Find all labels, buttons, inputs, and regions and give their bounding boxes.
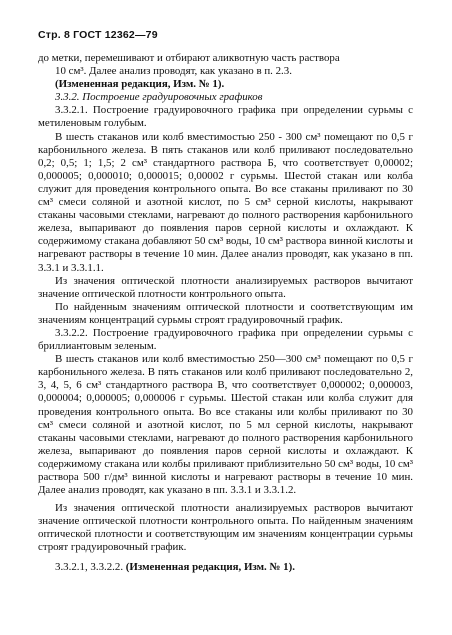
paragraph-text: 3.3.2. Построение градуировочных графиков (55, 91, 263, 104)
paragraph (38, 91, 413, 104)
paragraph (38, 52, 413, 65)
paragraph (38, 78, 413, 91)
paragraph-text: Из значения оптической плотности анализируемых растворов вычитают значение оптической плотности контрольного опыта. (38, 274, 413, 300)
paragraph-text: (Измененная редакция, Изм. № 1). (55, 78, 225, 91)
paragraph-text: В шесть стаканов или колб вместимостью 250—300 см³ помещают по 0,5 г карбонильного железа. В пять стаканов или колб приливают последовательно 2, 3, 4, 5, 6 см³ стандартного раствора В, что соответствует 0,000002; 0,000003, 0,000004; 0,000005; 0,000006 г сурьмы. Шестой стакан или колба служит для проведения контрольного опыта. Во все стаканы или колбы приливают по 30 см³ смеси соляной и азотной кислот, по 5 мл серной кислоты, накрывают стаканы часовыми стеклами, нагревают до полного растворения карбонильного железа, выпаривают до появления паров серной кислоты и охлаждают. К содержимому стакана или колбы приливают приблизительно 50 см³ воды, 10 см³ раствора 500 г/дм³ винной кислоты и нагревают растворы в течение 10 мин. Далее анализ проводят, как указано в пп. 3.3.1 и 3.3.1.2. (38, 353, 413, 497)
paragraph (38, 104, 413, 130)
paragraph (38, 301, 413, 327)
paragraph (38, 502, 413, 554)
paragraph (38, 65, 413, 78)
amendment-note: (Измененная редакция, Изм. № 1). (125, 560, 295, 573)
paragraph (38, 327, 413, 353)
paragraph (38, 353, 413, 497)
page-header: Стр. 8 ГОСТ 12362—79 (38, 29, 158, 41)
paragraph-text: 3.3.2.1. Построение градуировочного графика при определении сурьмы с метиленовым голубым. (38, 104, 413, 130)
paragraph (38, 275, 413, 301)
paragraph-text: Из значения оптической плотности анализируемых растворов вычитают значение оптической плотности контрольного опыта. По найденным значениям оптической плотности и соответствующим им значениям концентрации сурьмы строят градуировочный график. (38, 502, 413, 554)
paragraph-text: 3.3.2.2. Построение градуировочного графика при определении сурьмы с бриллиантовым зеленым. (38, 326, 413, 353)
paragraph (38, 561, 413, 574)
paragraph-text: 10 см³. Далее анализ проводят, как указано в п. 2.3. (55, 65, 292, 78)
paragraph-text: В шесть стаканов или колб вместимостью 250 - 300 см³ помещают по 0,5 г карбонильного железа. В пять стаканов или колб приливают последовательно 0,2; 0,5; 1; 1,5; 2 см³ стандартного раствора Б, что соответствует 0,00002; 0,000005; 0,000010; 0,000015; 0,00002 г сурьмы. Шестой стакан или колба служит для проведения контрольного опыта. Во все стаканы приливают по 30 см³ смеси соляной и азотной кислот, по 5 см³ серной кислоты, накрывают стаканы часовыми стеклами, нагревают до полного растворения карбонильного железа, выпаривают до появления паров серной кислоты и охлаждают. К содержимому стакана добавляют 50 см³ воды, 10 см³ раствора винной кислоты и нагревают растворы в течение 10 мин. Далее анализ проводят, как указано в пп. 3.3.1 и 3.3.1.1. (38, 130, 413, 274)
paragraph-text: до метки, перемешивают и отбирают аликвотную часть раствора (38, 52, 340, 64)
paragraph-text: 3.3.2.1, 3.3.2.2. (55, 560, 126, 573)
paragraph (38, 131, 413, 275)
paragraph-text: По найденным значениям оптической плотности и соответствующим им значениям концентраций сурьмы строят градуировочный график. (38, 300, 413, 326)
document-body (38, 52, 413, 574)
